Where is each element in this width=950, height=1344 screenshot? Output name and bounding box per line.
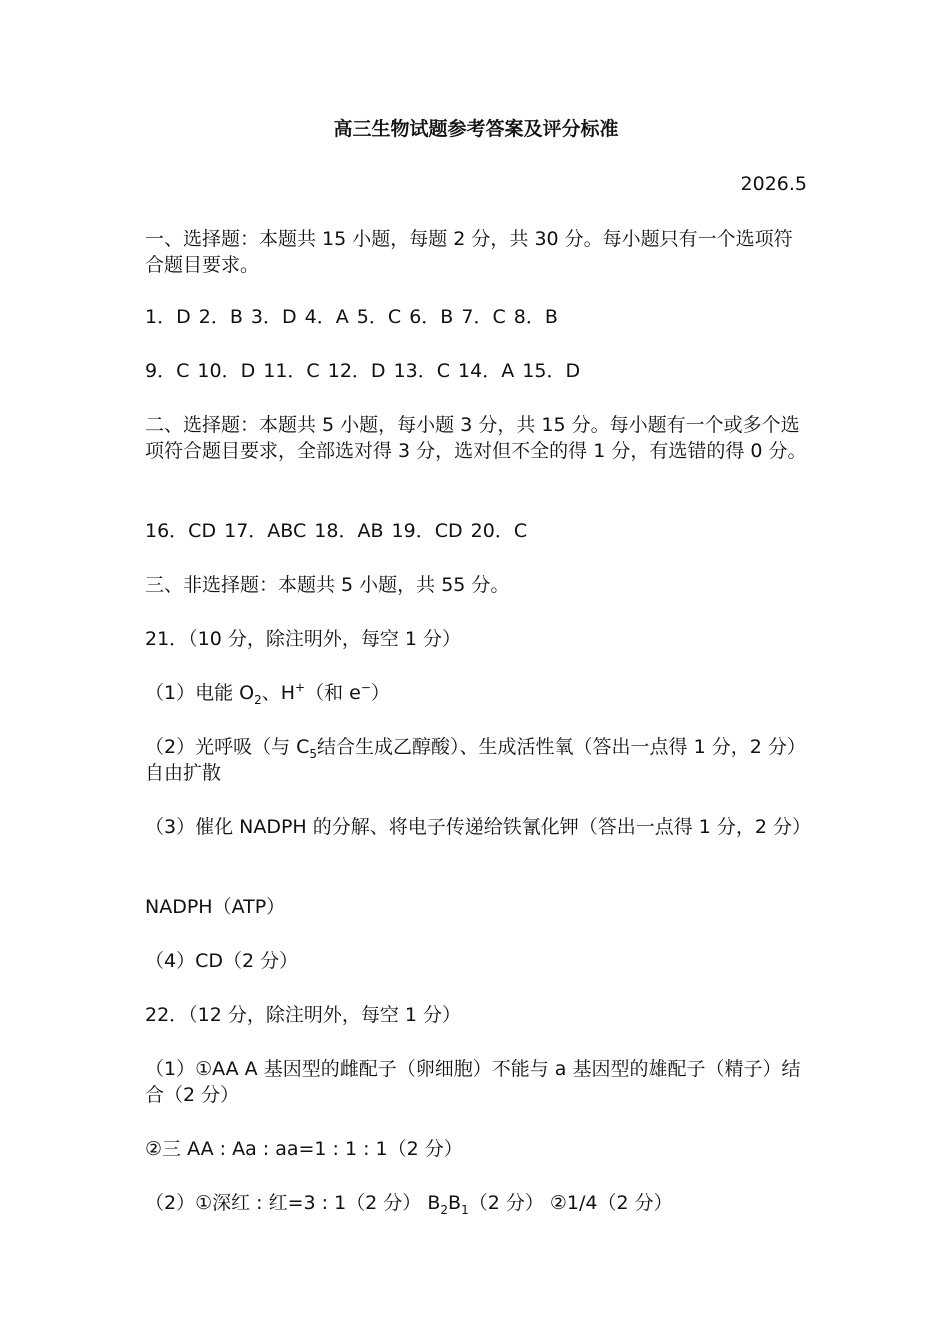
q21-a1-subscript: 2: [254, 692, 262, 707]
q22-answer-2: [145, 1190, 807, 1216]
document-title: 高三生物试题参考答案及评分标准: [333, 118, 619, 140]
q21-heading: 21．（10 分，除注明外，每空 1 分）: [145, 628, 462, 650]
q21-a1-superscript-h: +: [295, 680, 306, 695]
q21-answer-3b: NADPH（ATP）: [145, 896, 286, 918]
q21-a2-text-rest: 结合生成乙醇酸）、生成活性氧（答出一点得 1 分，2 分） 自由扩散: [145, 736, 806, 784]
q22-a2-subscript-2: 1: [461, 1202, 469, 1217]
section1-answers-row2: 9．C 10．D 11．C 12．D 13．C 14．A 15．D: [145, 360, 581, 382]
q21-a2-text: （2）光呼吸（与 C: [145, 736, 310, 758]
q21-a1-text-end: ）: [370, 682, 390, 704]
q21-a1-superscript-e: −: [360, 680, 371, 695]
section1-heading: 一、选择题：本题共 15 小题，每题 2 分，共 30 分。每小题只有一个选项符合题目要求。: [145, 228, 793, 276]
q22-a2-text-mid: B: [448, 1192, 462, 1214]
document-date: 2026.5: [740, 173, 807, 195]
q22-a2-text: （2）①深红 : 红=3 : 1（2 分） B: [145, 1192, 441, 1214]
q22-answer-1b: ②三 AA : Aa : aa=1 : 1 : 1（2 分）: [145, 1138, 463, 1160]
q21-answer-3: （3）催化 NADPH 的分解、将电子传递给铁氰化钾（答出一点得 1 分，2 分）: [145, 816, 812, 838]
q22-answer-1: （1）①AA A 基因型的雌配子（卵细胞）不能与 a 基因型的雄配子（精子）结合（2 分）: [145, 1058, 801, 1106]
section2-heading: 二、选择题：本题共 5 小题，每小题 3 分，共 15 分。每小题有一个或多个选项符合题目要求，全部选对得 3 分，选对但不全的得 1 分，有选错的得 0 分。: [145, 414, 807, 462]
q21-a1-text: （1）电能 O: [145, 682, 255, 704]
q22-heading: 22．（12 分，除注明外，每空 1 分）: [145, 1004, 462, 1026]
q22-a2-text-rest: （2 分） ②1/4（2 分）: [468, 1192, 673, 1214]
q21-a1-text-mid: 、H: [261, 682, 296, 704]
q21-a2-subscript: 5: [309, 746, 318, 761]
section1-answers-row1: 1．D 2．B 3．D 4．A 5．C 6．B 7．C 8．B: [145, 306, 558, 328]
q22-a2-subscript-1: 2: [440, 1202, 449, 1217]
q21-a1-text-mid2: （和 e: [305, 682, 361, 704]
q21-answer-2: [145, 734, 807, 786]
section3-heading: 三、非选择题：本题共 5 小题，共 55 分。: [145, 574, 510, 596]
section2-answers: 16．CD 17．ABC 18．AB 19．CD 20．C: [145, 520, 528, 542]
q21-answer-4: （4）CD（2 分）: [145, 950, 299, 972]
q21-answer-1: [145, 680, 807, 706]
